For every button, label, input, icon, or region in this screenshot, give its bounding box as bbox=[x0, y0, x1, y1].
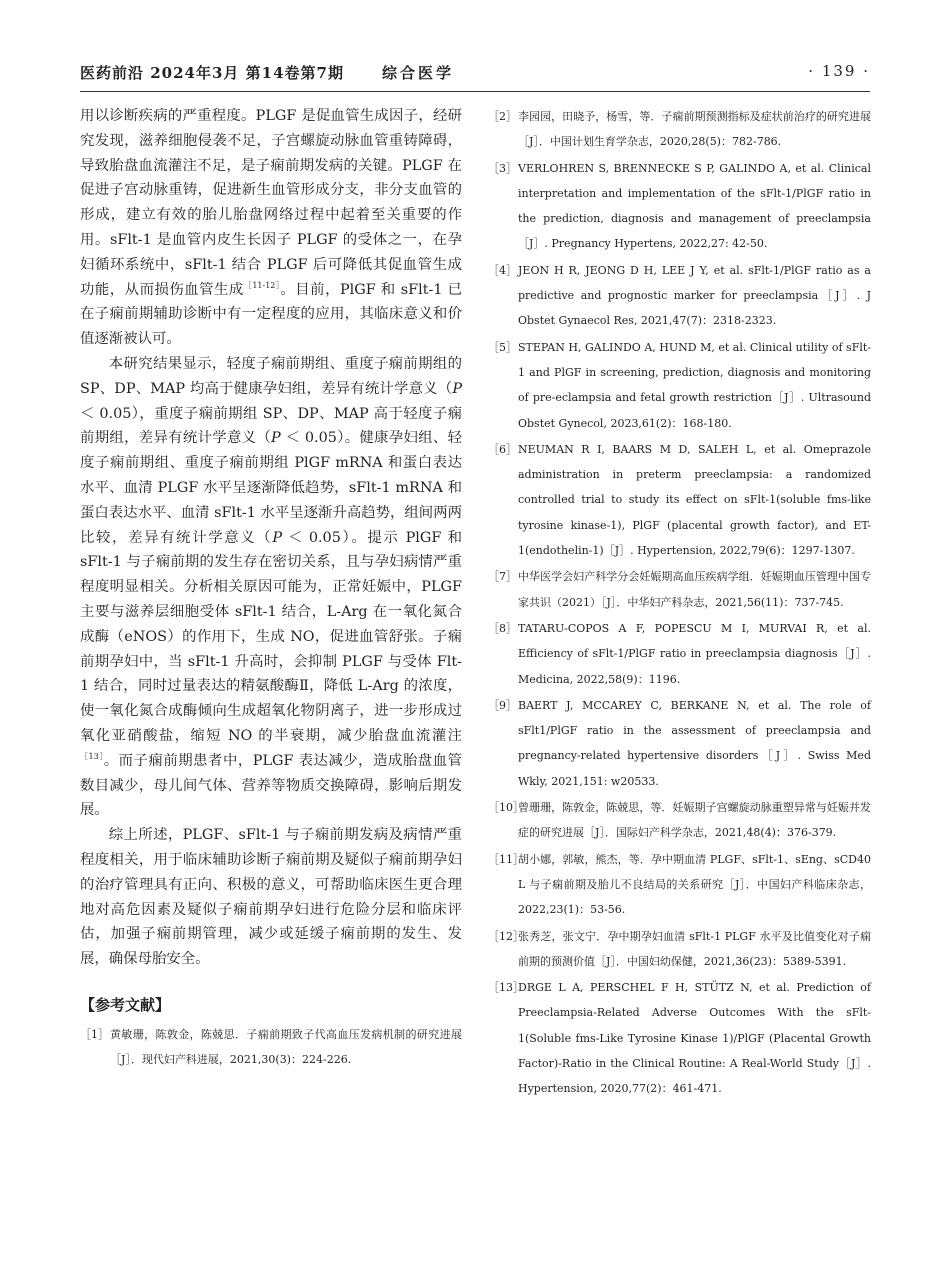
reference-item bbox=[488, 975, 871, 1101]
citation: ［13］ bbox=[80, 751, 104, 761]
reference-text: 李园园，田晓予，杨雪，等．子痫前期预测指标及症状前治疗的研究进展［J］．中国计划生育学杂志，2020,28(5)：782-786. bbox=[518, 110, 871, 149]
right-column bbox=[488, 104, 871, 1103]
reference-text: 曾珊珊，陈敦金，陈兢思，等．妊娠期子宫螺旋动脉重塑异常与妊娠并发症的研究进展［J］．国际妇产科学杂志，2021,48(4)：376-379. bbox=[518, 801, 871, 840]
reference-item bbox=[488, 564, 871, 615]
reference-text: NEUMAN R I, BAARS M D, SALEH L, et al. Omeprazole administration in preterm preeclampsia: a randomized controlled trial to study its effect on sFlt-1(soluble fms-like tyrosine kinase-1), PlGF (placental growth factor), and ET-1(endothelin-1)［J］. Hypertension, 2022,79(6)：1297-1307. bbox=[518, 442, 871, 558]
reference-item bbox=[488, 693, 871, 794]
reference-number: ［13］ bbox=[488, 981, 524, 995]
reference-item bbox=[80, 1022, 462, 1073]
reference-item bbox=[488, 104, 871, 155]
reference-text: BAERT J, MCCAREY C, BERKANE N, et al. The role of sFlt1/PlGF ratio in the assessment of preeclampsia and pregnancy-related hypertensive disorders［J］. Swiss Med Wkly, 2021,151: w20533. bbox=[518, 698, 871, 788]
reference-item bbox=[488, 156, 871, 257]
running-header bbox=[80, 62, 870, 86]
reference-text: 胡小娜，郭敏，熊杰，等．孕中期血清 PLGF、sFlt-1、sEng、sCD40 L 与子痫前期及胎儿不良结局的关系研究［J］．中国妇产科临床杂志，2022,23(1)：53-56. bbox=[518, 852, 871, 917]
reference-text: 中华医学会妇产科学分会妊娠期高血压疾病学组．妊娠期血压管理中国专家共识（2021）［J］．中华妇产科杂志，2021,56(11)：737-745. bbox=[518, 570, 871, 609]
reference-number: ［6］ bbox=[488, 442, 517, 456]
reference-number: ［1］ bbox=[80, 1027, 109, 1041]
reference-item bbox=[488, 924, 871, 975]
citation: ［11-12］ bbox=[243, 280, 281, 290]
reference-text: 张秀芝，张文宁．孕中期孕妇血清 sFlt-1 PLGF 水平及比值变化对子痫前期的预测价值［J］．中国妇幼保健，2021,36(23)：5389-5391. bbox=[518, 929, 871, 968]
reference-number: ［8］ bbox=[488, 621, 517, 635]
body-paragraph: 用以诊断疾病的严重程度。PLGF 是促血管生成因子，经研究发现，滋养细胞侵袭不足，子宫螺旋动脉血管重铸障碍，导致胎盘血流灌注不足，是子痫前期发病的关键。PLGF 在促进子宫动脉重铸，促进新生血管形成分支，非分支血管的形成，建立有效的胎儿胎盘网络过程中起着至关重要的作用。sFlt-1 是血管内皮生长因子 PLGF 的受体之一，在孕妇循环系统中，sFlt-1 结合 PLGF 后可降低其促血管生成功能，从而损伤血管生成$^{[11-12]}$。目前，PlGF 和 sFlt-1 已在子痫前期辅助诊断中有一定程度的应用，其临床意义和价值逐渐被认可。 bbox=[80, 108, 463, 348]
reference-item bbox=[488, 258, 871, 334]
reference-text: TATARU-COPOS A F, POPESCU M I, MURVAI R, et al. Efficiency of sFlt-1/PlGF ratio in preeclampsia diagnosis［J］. Medicina, 2022,58(9)：1196. bbox=[518, 621, 871, 686]
section-name: 综合医学 bbox=[382, 64, 455, 82]
reference-text: 黄敏珊，陈敦金，陈兢思．子痫前期致子代高血压发病机制的研究进展［J］．现代妇产科进展，2021,30(3)：224-226. bbox=[110, 1027, 462, 1067]
reference-text: STEPAN H, GALINDO A, HUND M, et al. Clinical utility of sFlt-1 and PlGF in screening, prediction, diagnosis and monitoring of pre-eclampsia and fetal growth restriction［J］. Ultrasound Obstet Gynecol, 2023,61(2)：168-180. bbox=[518, 340, 871, 430]
body-paragraph: 本研究结果显示，轻度子痫前期组、重度子痫前期组的 SP、DP、MAP 均高于健康孕妇组，差异有统计学意义（P ＜ 0.05），重度子痫前期组 SP、DP、MAP 高于轻度子痫前期组，差异有统计学意义（P ＜ 0.05）。健康孕妇组、轻度子痫前期组、重度子痫前期组 PlGF mRNA 和蛋白表达水平、血清 PLGF 水平呈逐渐降低趋势，sFlt-1 mRNA 和蛋白表达水平、血清 sFlt-1 水平呈逐渐升高趋势，组间两两比较，差异有统计学意义（P ＜ 0.05）。提示 PlGF 和 sFlt-1 与子痫前期的发生存在密切关系，且与孕妇病情严重程度明显相关。分析相关原因可能为，正常妊娠中，PLGF 主要与滋养层细胞受体 sFlt-1 结合，L-Arg 在一氧化氮合成酶（eNOS）的作用下，生成 NO，促进血管舒张。子痫前期孕妇中，当 sFlt-1 升高时，会抑制 PLGF 与受体 Flt-1 结合，同时过量表达的精氨酸酶Ⅱ，降低 L-Arg 的浓度，使一氧化氮合成酶倾向生成超氧化物阴离子，进一步形成过氧化亚硝酸盐，缩短 NO 的半衰期，减少胎盘血流灌注$^{[13]}$。而子痫前期患者中，PLGF 表达减少，造成胎盘血管数目减少，母儿间气体、营养等物质交换障碍，影响后期发展。 bbox=[80, 355, 462, 819]
reference-item bbox=[488, 616, 871, 692]
references-title: 【参考文献】 bbox=[80, 995, 171, 1014]
reference-number: ［9］ bbox=[488, 698, 517, 712]
reference-text: JEON H R, JEONG D H, LEE J Y, et al. sFlt-1/PlGF ratio as a predictive and prognostic marker for preeclampsia［J］. J Obstet Gynaecol Res, 2021,47(7)：2318-2323. bbox=[518, 263, 871, 328]
reference-text: DRGE L A, PERSCHEL F H, STÜTZ N, et al. Prediction of Preeclampsia-Related Adverse Outcomes With the sFlt-1(Soluble fms-Like Tyrosine Kinase 1)/PlGF (Placental Growth Factor)-Ratio in the Clinical Routine: A Real-World Study［J］. Hypertension, 2020,77(2)：461-471. bbox=[518, 981, 871, 1096]
reference-number: ［5］ bbox=[488, 340, 517, 354]
reference-text: VERLOHREN S, BRENNECKE S P, GALINDO A, et al. Clinical interpretation and implementation of the sFlt-1/PlGF ratio in the prediction, diagnosis and management of preeclampsia［J］. Pregnancy Hypertens, 2022,27: 42-50. bbox=[518, 161, 871, 251]
reference-number: ［7］ bbox=[488, 570, 517, 584]
reference-item bbox=[488, 437, 871, 563]
left-column bbox=[80, 104, 462, 1073]
body-paragraph: 综上所述，PLGF、sFlt-1 与子痫前期发病及病情严重程度相关，用于临床辅助诊断子痫前期及疑似子痫前期孕妇的治疗管理具有正向、积极的意义，可帮助临床医生更合理地对高危因素及疑似子痫前期孕妇进行危险分层和临床评估，加强子痫前期管理，减少或延缓子痫前期的发生、发展，确保母胎安全。 bbox=[80, 827, 462, 968]
journal-info: 医药前沿 2024年3月 第14卷第7期 bbox=[80, 64, 344, 82]
reference-number: ［3］ bbox=[488, 161, 517, 175]
reference-item bbox=[488, 847, 871, 923]
reference-number: ［12］ bbox=[488, 929, 524, 943]
page-number: · 139 · bbox=[808, 62, 870, 80]
reference-number: ［2］ bbox=[488, 110, 517, 123]
reference-number: ［10］ bbox=[488, 801, 524, 815]
reference-item bbox=[488, 795, 871, 846]
reference-item bbox=[488, 335, 871, 436]
reference-number: ［11］ bbox=[488, 852, 524, 866]
reference-number: ［4］ bbox=[488, 263, 517, 277]
header-rule bbox=[80, 91, 870, 92]
